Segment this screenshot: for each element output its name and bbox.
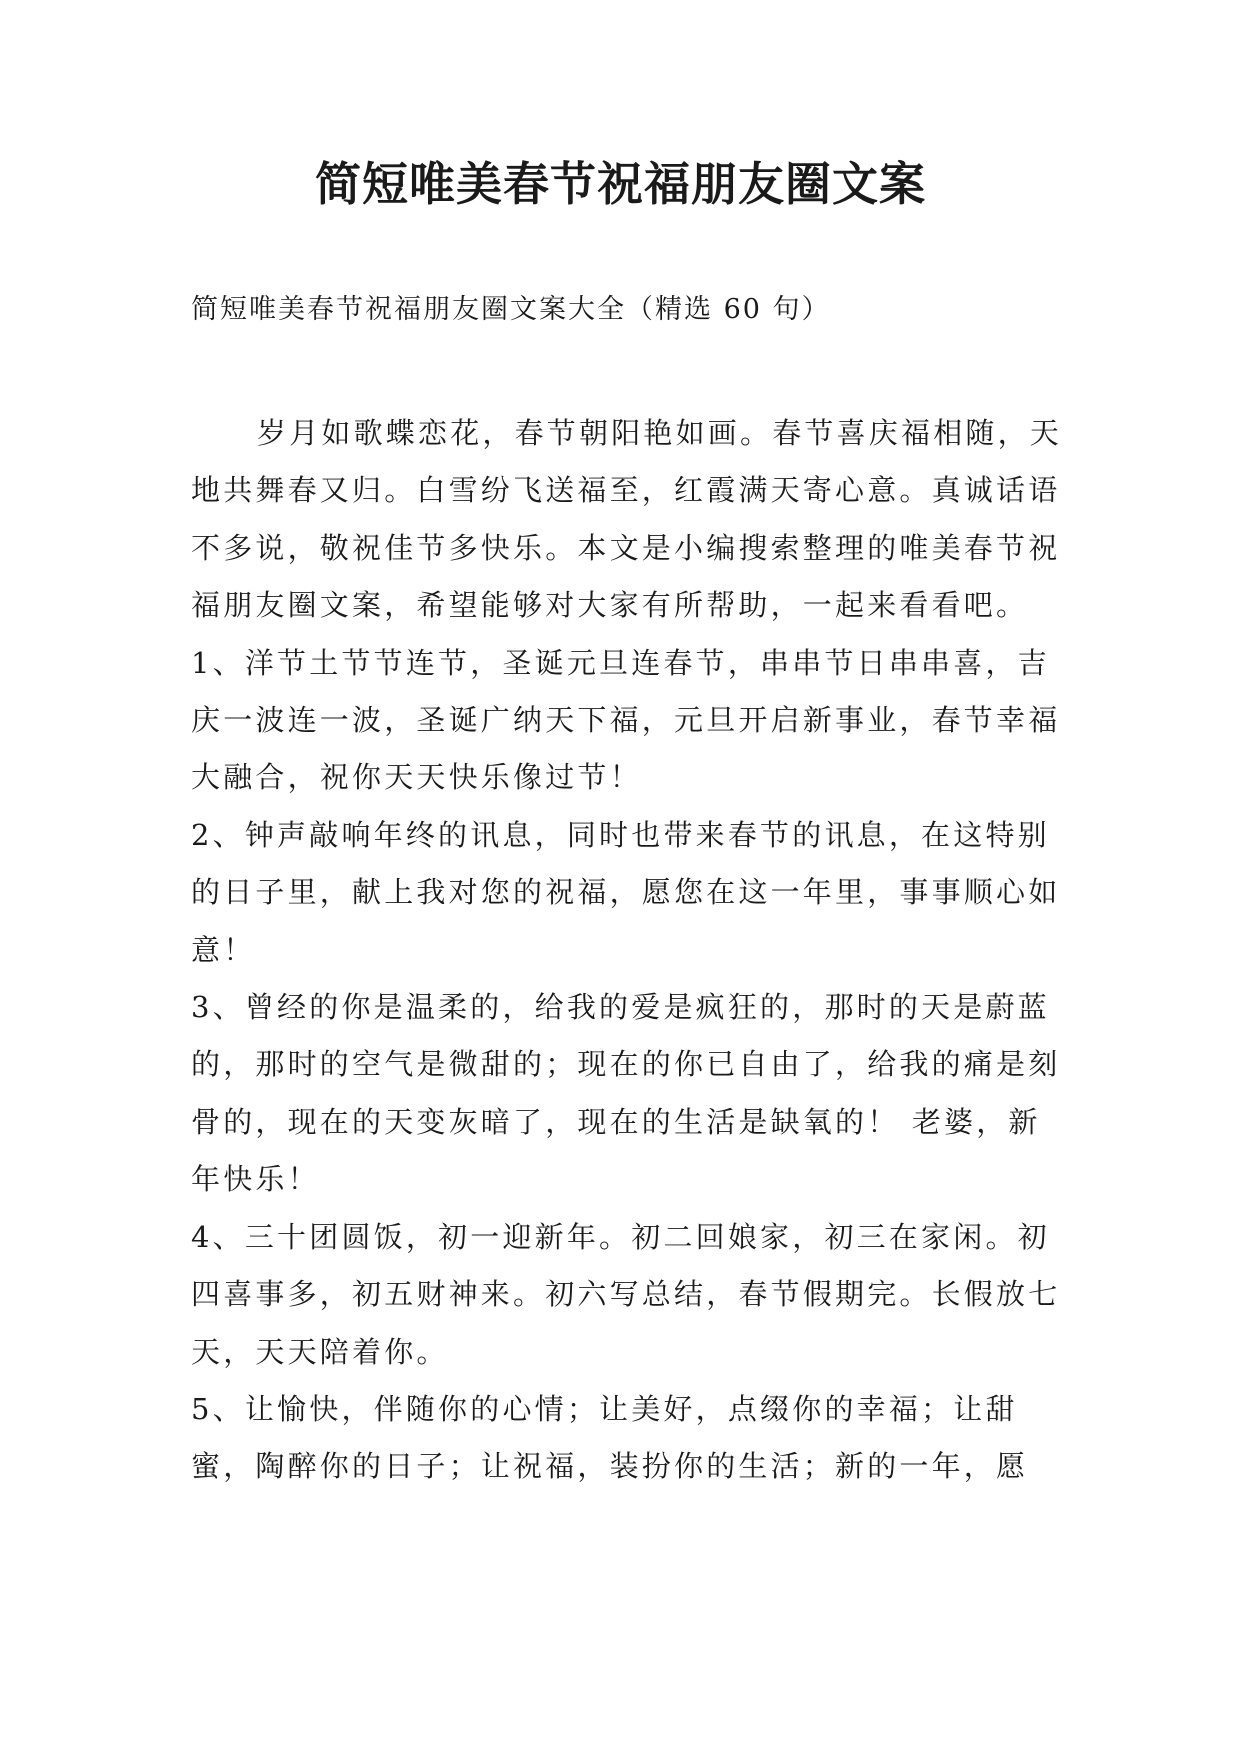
list-item: 3、曾经的你是温柔的，给我的爱是疯狂的，那时的天是蔚蓝的，那时的空气是微甜的；现在的你已自由了，给我的痛是刻骨的，现在的天变灰暗了，现在的生活是缺氧的！ 老婆，新年快乐！ (191, 990, 1061, 1197)
intro-paragraph: 岁月如歌蝶恋花，春节朝阳艳如画。春节喜庆福相随，天地共舞春又归。白雪纷飞送福至，红霞满天寄心意。真诚话语不多说，敬祝佳节多快乐。本文是小编搜索整理的唯美春节祝福朋友圈文案，希望能够对大家有所帮助，一起来看看吧。 (191, 416, 1063, 623)
list-item: 2、钟声敲响年终的讯息，同时也带来春节的讯息，在这特别的日子里，献上我对您的祝福，愿您在这一年里，事事顺心如意！ (191, 817, 1061, 967)
document-body (191, 405, 1071, 1496)
list-item: 1、洋节土节节连节，圣诞元旦连春节，串串节日串串喜，吉庆一波连一波，圣诞广纳天下福，元旦开启新事业，春节幸福大融合，祝你天天快乐像过节！ (191, 645, 1061, 795)
list-item: 4、三十团圆饭，初一迎新年。初二回娘家，初三在家闲。初四喜事多，初五财神来。初六写总结，春节假期完。长假放七天，天天陪着你。 (191, 1219, 1061, 1369)
document-title: 简短唯美春节祝福朋友圈文案 (315, 157, 926, 211)
document-subtitle: 简短唯美春节祝福朋友圈文案大全（精选 60 句） (191, 294, 831, 325)
list-item: 5、让愉快，伴随你的心情；让美好，点缀你的幸福；让甜蜜，陶醉你的日子；让祝福，装扮你的生活；新的一年，愿 (191, 1391, 1029, 1484)
